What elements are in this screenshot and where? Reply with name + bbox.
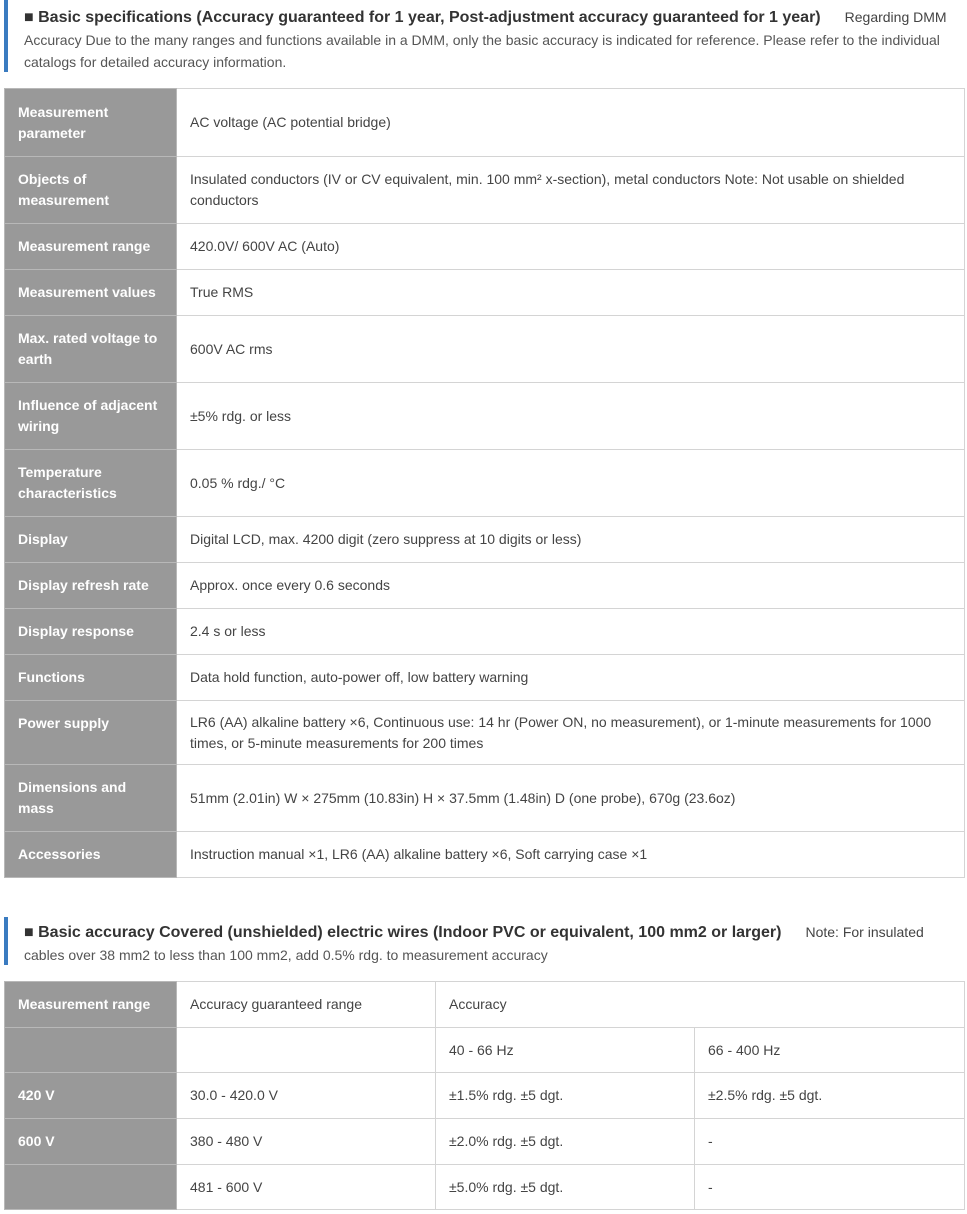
table-row <box>5 832 965 878</box>
section-note: Regarding DMM <box>844 9 947 25</box>
table-row <box>5 316 965 383</box>
subheader-freq-40-66: 40 - 66 Hz <box>436 1028 695 1073</box>
row-label: Measurement values <box>5 270 177 316</box>
table-row <box>5 1073 965 1119</box>
section-description: cables over 38 mm2 to less than 100 mm2, add 0.5% rdg. to measurement accuracy <box>24 947 548 963</box>
row-label: Measurement parameter <box>5 89 177 157</box>
table-row <box>5 1165 965 1210</box>
row-label: Influence of adjacent wiring <box>5 383 177 450</box>
row-accuracy-low: ±5.0% rdg. ±5 dgt. <box>436 1165 695 1210</box>
section-title: ■ Basic specifications (Accuracy guaranteed for 1 year, Post-adjustment accuracy guaranteed for 1 year) <box>24 9 821 26</box>
row-guaranteed: 380 - 480 V <box>177 1119 436 1165</box>
row-value: 51mm (2.01in) W × 275mm (10.83in) H × 37.5mm (1.48in) D (one probe), 670g (23.6oz) <box>177 765 965 832</box>
table-header-row <box>5 982 965 1028</box>
row-value: LR6 (AA) alkaline battery ×6, Continuous use: 14 hr (Power ON, no measurement), or 1-minute measurements for 1000 times, or 5-minute measurements for 200 times <box>177 701 965 765</box>
table-row <box>5 224 965 270</box>
row-label: Functions <box>5 655 177 701</box>
row-value: 2.4 s or less <box>177 609 965 655</box>
table-row <box>5 609 965 655</box>
table-row <box>5 89 965 157</box>
row-label: Accessories <box>5 832 177 878</box>
table-row <box>5 517 965 563</box>
row-accuracy-high: ±2.5% rdg. ±5 dgt. <box>695 1073 965 1119</box>
row-label: Temperature characteristics <box>5 450 177 517</box>
row-value: AC voltage (AC potential bridge) <box>177 89 965 157</box>
row-label: Display response <box>5 609 177 655</box>
basic-specifications-header <box>4 0 966 72</box>
row-accuracy-low: ±1.5% rdg. ±5 dgt. <box>436 1073 695 1119</box>
row-range: 420 V <box>5 1073 177 1119</box>
row-label: Objects of measurement <box>5 157 177 224</box>
row-value: Instruction manual ×1, LR6 (AA) alkaline battery ×6, Soft carrying case ×1 <box>177 832 965 878</box>
row-guaranteed: 481 - 600 V <box>177 1165 436 1210</box>
row-value: 420.0V/ 600V AC (Auto) <box>177 224 965 270</box>
header-accuracy-guaranteed-range: Accuracy guaranteed range <box>177 982 436 1028</box>
header-accuracy: Accuracy <box>436 982 965 1028</box>
row-guaranteed: 30.0 - 420.0 V <box>177 1073 436 1119</box>
table-row <box>5 563 965 609</box>
row-value: Insulated conductors (IV or CV equivalent, min. 100 mm² x-section), metal conductors Note: Not usable on shielded conductors <box>177 157 965 224</box>
table-row <box>5 157 965 224</box>
row-accuracy-high: - <box>695 1165 965 1210</box>
row-accuracy-low: ±2.0% rdg. ±5 dgt. <box>436 1119 695 1165</box>
row-range: 600 V <box>5 1119 177 1165</box>
row-value: Approx. once every 0.6 seconds <box>177 563 965 609</box>
row-value: ±5% rdg. or less <box>177 383 965 450</box>
subheader-freq-66-400: 66 - 400 Hz <box>695 1028 965 1073</box>
row-value: Digital LCD, max. 4200 digit (zero suppress at 10 digits or less) <box>177 517 965 563</box>
row-range <box>5 1165 177 1210</box>
row-label: Max. rated voltage to earth <box>5 316 177 383</box>
accuracy-table <box>4 981 965 1210</box>
table-row <box>5 655 965 701</box>
table-row <box>5 701 965 765</box>
row-label: Dimensions and mass <box>5 765 177 832</box>
table-row <box>5 1119 965 1165</box>
row-label: Power supply <box>5 701 177 765</box>
row-value: True RMS <box>177 270 965 316</box>
header-measurement-range: Measurement range <box>5 982 177 1028</box>
row-label: Measurement range <box>5 224 177 270</box>
row-accuracy-high: - <box>695 1119 965 1165</box>
table-row <box>5 270 965 316</box>
row-label: Display refresh rate <box>5 563 177 609</box>
basic-accuracy-header <box>4 917 966 965</box>
row-value: 600V AC rms <box>177 316 965 383</box>
table-row <box>5 765 965 832</box>
table-row <box>5 383 965 450</box>
subheader-empty-label <box>5 1028 177 1073</box>
specifications-table <box>4 88 965 878</box>
section-note: Note: For insulated <box>805 924 924 940</box>
table-row <box>5 450 965 517</box>
table-subheader-row <box>5 1028 965 1073</box>
subheader-empty <box>177 1028 436 1073</box>
section-title: ■ Basic accuracy Covered (unshielded) electric wires (Indoor PVC or equivalent, 100 mm2 or larger) <box>24 924 782 941</box>
row-value: Data hold function, auto-power off, low battery warning <box>177 655 965 701</box>
section-description: Accuracy Due to the many ranges and functions available in a DMM, only the basic accuracy is indicated for reference. Please refer to the individual catalogs for detailed accuracy information. <box>24 32 940 70</box>
row-value: 0.05 % rdg./ °C <box>177 450 965 517</box>
row-label: Display <box>5 517 177 563</box>
